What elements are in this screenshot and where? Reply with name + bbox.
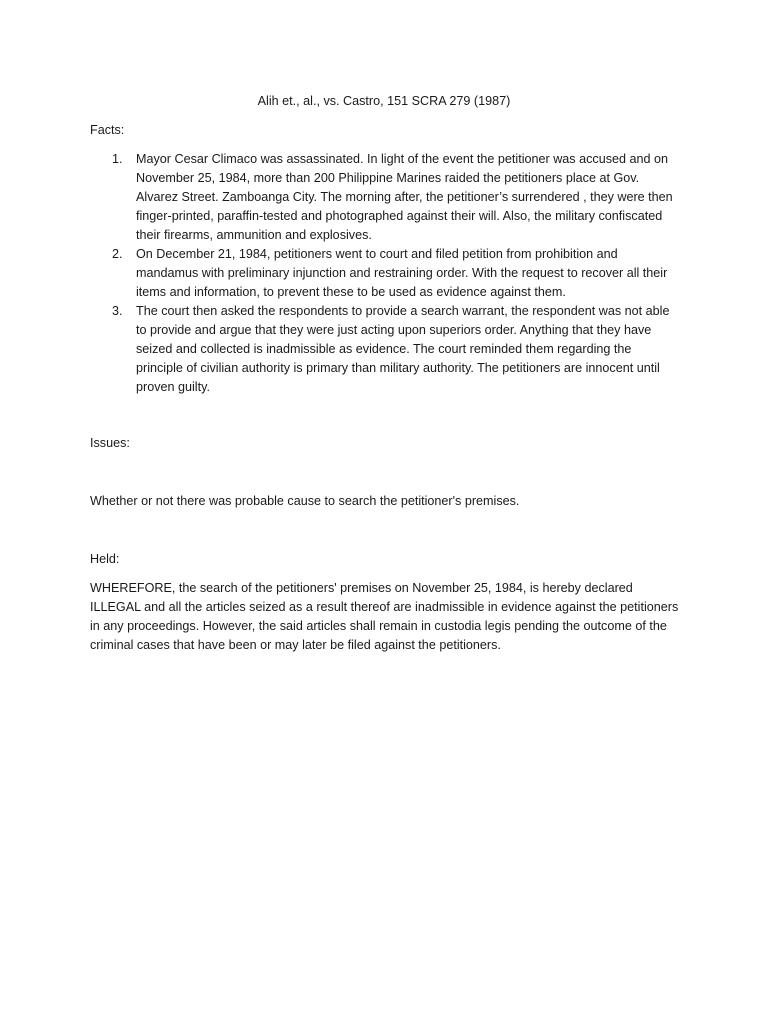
fact-number: 1. bbox=[112, 152, 123, 166]
fact-item-1 bbox=[90, 150, 680, 245]
fact-item-2 bbox=[90, 245, 680, 302]
fact-text: The court then asked the respondents to provide a search warrant, the respondent was not able to provide and argue that they were just acting upon superiors order. Anything that they have seized and collected is inadmissible as evidence. The court reminded them regarding the principle of civilian authority is primary than military authority. The petitioners are innocent until proven guilty. bbox=[136, 304, 670, 394]
held-heading: Held: bbox=[90, 552, 120, 566]
facts-heading: Facts: bbox=[90, 123, 125, 137]
document-title: Alih et., al., vs. Castro, 151 SCRA 279 (1987) bbox=[257, 94, 511, 108]
issues-heading: Issues: bbox=[90, 436, 130, 450]
facts-list bbox=[90, 150, 680, 397]
fact-text: On December 21, 1984, petitioners went to court and filed petition from prohibition and mandamus with preliminary injunction and restraining order. With the request to recover all their items and information, to prevent these to be used as evidence against them. bbox=[136, 247, 668, 299]
fact-text: Mayor Cesar Climaco was assassinated. In light of the event the petitioner was accused and on November 25, 1984, more than 200 Philippine Marines raided the petitioners place at Gov. Alvarez Street. Zamboanga City. The morning after, the petitioner’s surrendered , they were then finger-printed, paraffin-tested and photographed against their will. Also, the military confiscated their firearms, ammunition and explosives. bbox=[136, 152, 673, 242]
fact-item-3 bbox=[90, 302, 680, 397]
issue-statement: Whether or not there was probable cause to search the petitioner's premises. bbox=[90, 494, 520, 508]
fact-number: 2. bbox=[112, 247, 123, 261]
held-statement: WHEREFORE, the search of the petitioners' premises on November 25, 1984, is hereby declared ILLEGAL and all the articles seized as a result thereof are inadmissible in evidence against the petitioners in any proceedings. However, the said articles shall remain in custodia legis pending the outcome of the criminal cases that have been or may later be filed against the petitioners. bbox=[90, 581, 679, 652]
fact-number: 3. bbox=[112, 304, 123, 318]
